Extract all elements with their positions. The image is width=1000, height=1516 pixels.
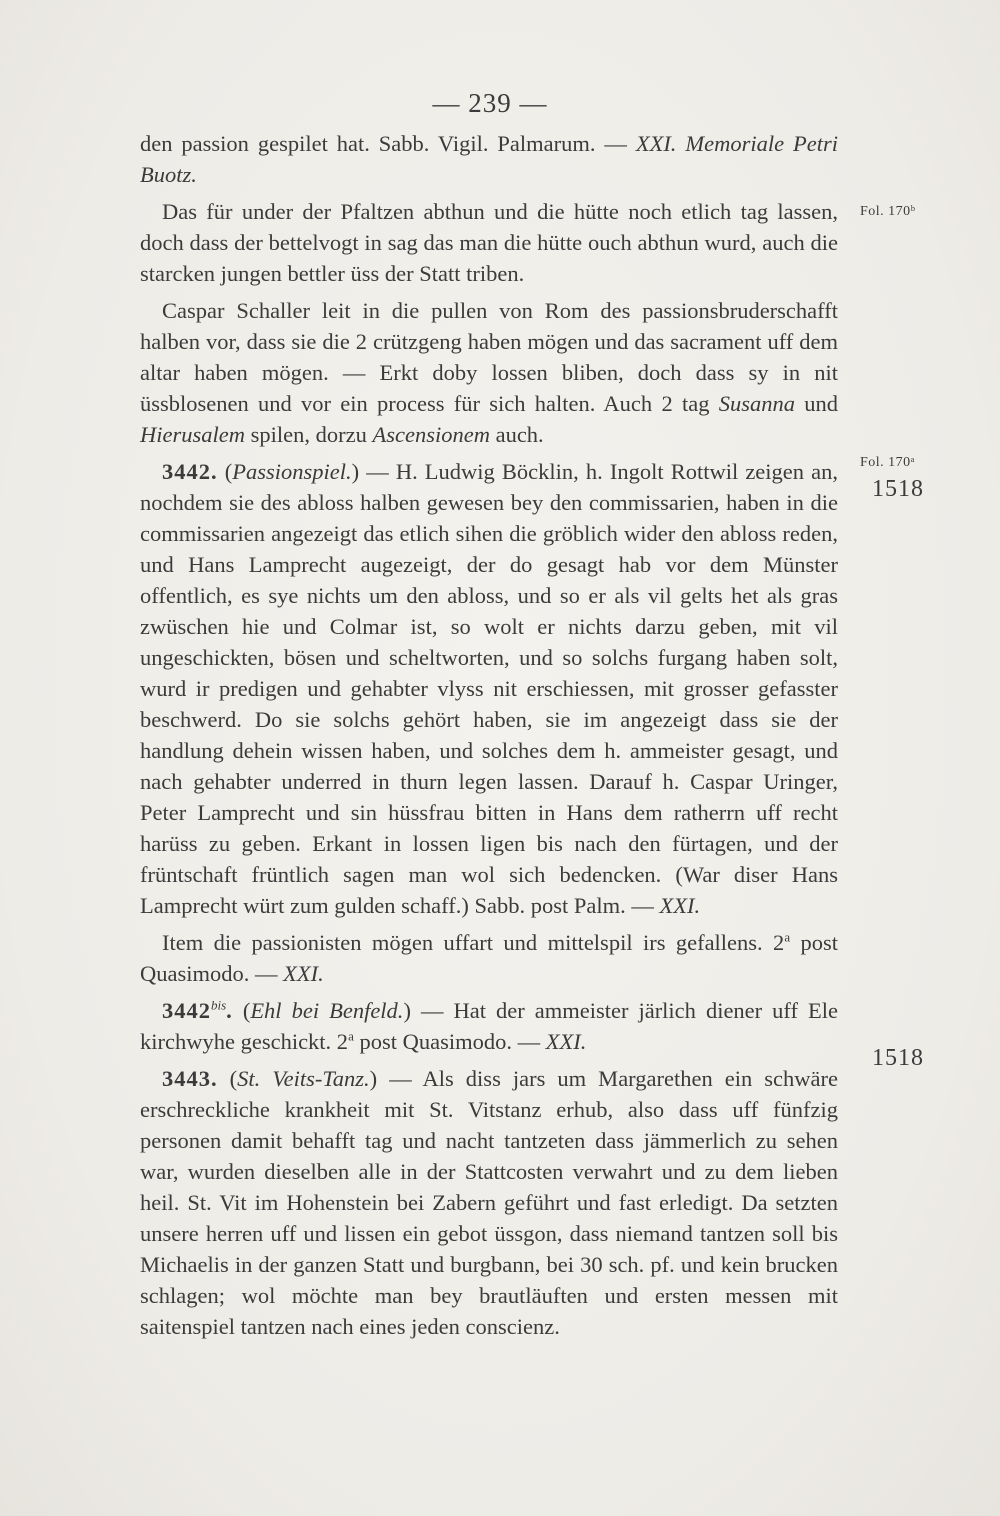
paragraph-text: und: [794, 391, 839, 416]
source-reference: XXI.: [659, 893, 701, 918]
page-number: — 239 —: [432, 88, 548, 118]
paragraph-text: post Quasimodo. —: [353, 1029, 546, 1054]
entry-number: 3442: [162, 998, 211, 1023]
paragraph-text: Das für under der Pfaltzen abthun und die hütte noch etlich tag lassen, doch dass der bettelvogt in sag das man die hütte ouch abthun wurd, auch die starcken jungen bettler üss der Statt triben.: [140, 199, 838, 286]
entry-number: 3443.: [162, 1066, 218, 1091]
paragraph-text: ) — H. Ludwig Böcklin, h. Ingolt Rottwil zeigen an, nochdem sie des abloss halben gewesen bey den commissarien, haben in die commissarien angezeigt das etlich sihen die gröblich wider den abloss reden, und Hans Lamprecht augezeigt, der do gesagt hab vor dem Münster offentlich, es sye nichts um den abloss, und so er als vil gelts het als gras zwüschen hie und Colmar ist, so wolt er nichts darzu geben, mit vil ungeschickten, bösen und scheltworten, und so solchs furgang haben solt, wurd ir predigen und gehabter vlyss nit erschiessen, mit grosser gefasster beschwerd. Do sie solchs gehört haben, sie im angezeigt dass sie der handlung dehein wissen haben, und solches dem h. ammeister gesagt, und nach gehabter underred in thurn legen lassen. Darauf h. Caspar Uringer, Peter Lamprecht und sin hüssfrau bitten in Hans dem ratherrn uff recht harüss zu geben. Erkant in lossen ligen bis nach den fürtagen, und der früntschaft früntlich sagen man wol sich bedencken. (War diser Hans Lamprecht würt zum gulden schaff.) Sabb. post Palm. —: [140, 459, 839, 918]
entry-subject: St. Veits-Tanz.: [237, 1066, 370, 1091]
paragraph-text: (: [232, 998, 251, 1023]
entry-3443: [140, 1063, 838, 1342]
play-title: Hierusalem: [140, 422, 245, 447]
entry-number-suffix: bis: [211, 997, 227, 1013]
source-reference: XXI. Memoriale Petri Buotz.: [140, 131, 838, 187]
paragraph-text: den passion gespilet hat. Sabb. Vigil. Palmarum. —: [140, 131, 636, 156]
paragraph-text: post Quasimodo. —: [140, 930, 838, 986]
margin-year: 1518: [872, 1045, 924, 1071]
superscript: a: [784, 929, 791, 945]
paragraph-text: ) — Hat der ammeister järlich diener uff Ele kirchwyhe geschickt. 2: [140, 998, 839, 1054]
paragraph-text: (: [217, 1066, 238, 1091]
source-reference: XXI.: [545, 1029, 587, 1054]
entry-number: 3442.: [162, 459, 218, 484]
paragraph-text: spilen, dorzu: [245, 422, 373, 447]
paragraph: [140, 128, 838, 190]
entry-subject: Ehl bei Benfeld.: [250, 998, 404, 1023]
play-title: Ascensionem: [372, 422, 490, 447]
paragraph: [140, 196, 838, 289]
margin-folio-note: Fol. 170ᵇ: [860, 204, 916, 219]
margin-year: 1518: [872, 476, 924, 502]
entry-3442bis: [140, 995, 838, 1057]
paragraph-text: Caspar Schaller leit in die pullen von Rom des passionsbruderschafft halben vor, dass sie die 2 crützgeng haben mögen und das sacrament uff dem altar haben mögen. — Erkt doby lossen bliben, doch dass sy in nit üssblosenen und vor ein process für sich halten. Auch 2 tag: [140, 298, 838, 416]
body-text: [140, 128, 838, 1348]
paragraph-text: (: [217, 459, 233, 484]
play-title: Susanna: [718, 391, 795, 416]
source-reference: XXI.: [283, 961, 324, 986]
margin-folio-note: Fol. 170ᵃ: [860, 455, 916, 470]
paragraph: [140, 927, 838, 989]
entry-3442: [140, 456, 838, 921]
entry-number-dot: .: [226, 998, 233, 1023]
paragraph-text: ) — Als diss jars um Margarethen ein schwäre erschreckliche krankheit mit St. Vitstanz erhub, also dass uff fünfzig personen damit behafft tag und nacht tantzeten dass jämmerlich zu sehen war, wurden dieselben alle in der Stattcosten verwahrt und zu dem lieben heil. St. Vit im Hohenstein bei Zabern geführt und fast erledigt. Da setzten unsere herren uff und lissen ein gebot üssgon, dass niemand tantzen soll bis Michaelis in der ganzen Statt und burgbann, bei 30 sch. pf. und kein brucken schlagen; wol möchte man bey brautläuften und ersten messen mit saitenspiel tantzen nach eines jeden conscienz.: [140, 1066, 838, 1339]
paragraph-text: Item die passionisten mögen uffart und mittelspil irs gefallens. 2: [162, 930, 785, 955]
superscript: a: [348, 1028, 354, 1044]
paragraph: [140, 295, 838, 450]
paragraph-text: auch.: [489, 422, 544, 447]
entry-subject: Passionspiel.: [232, 459, 352, 484]
